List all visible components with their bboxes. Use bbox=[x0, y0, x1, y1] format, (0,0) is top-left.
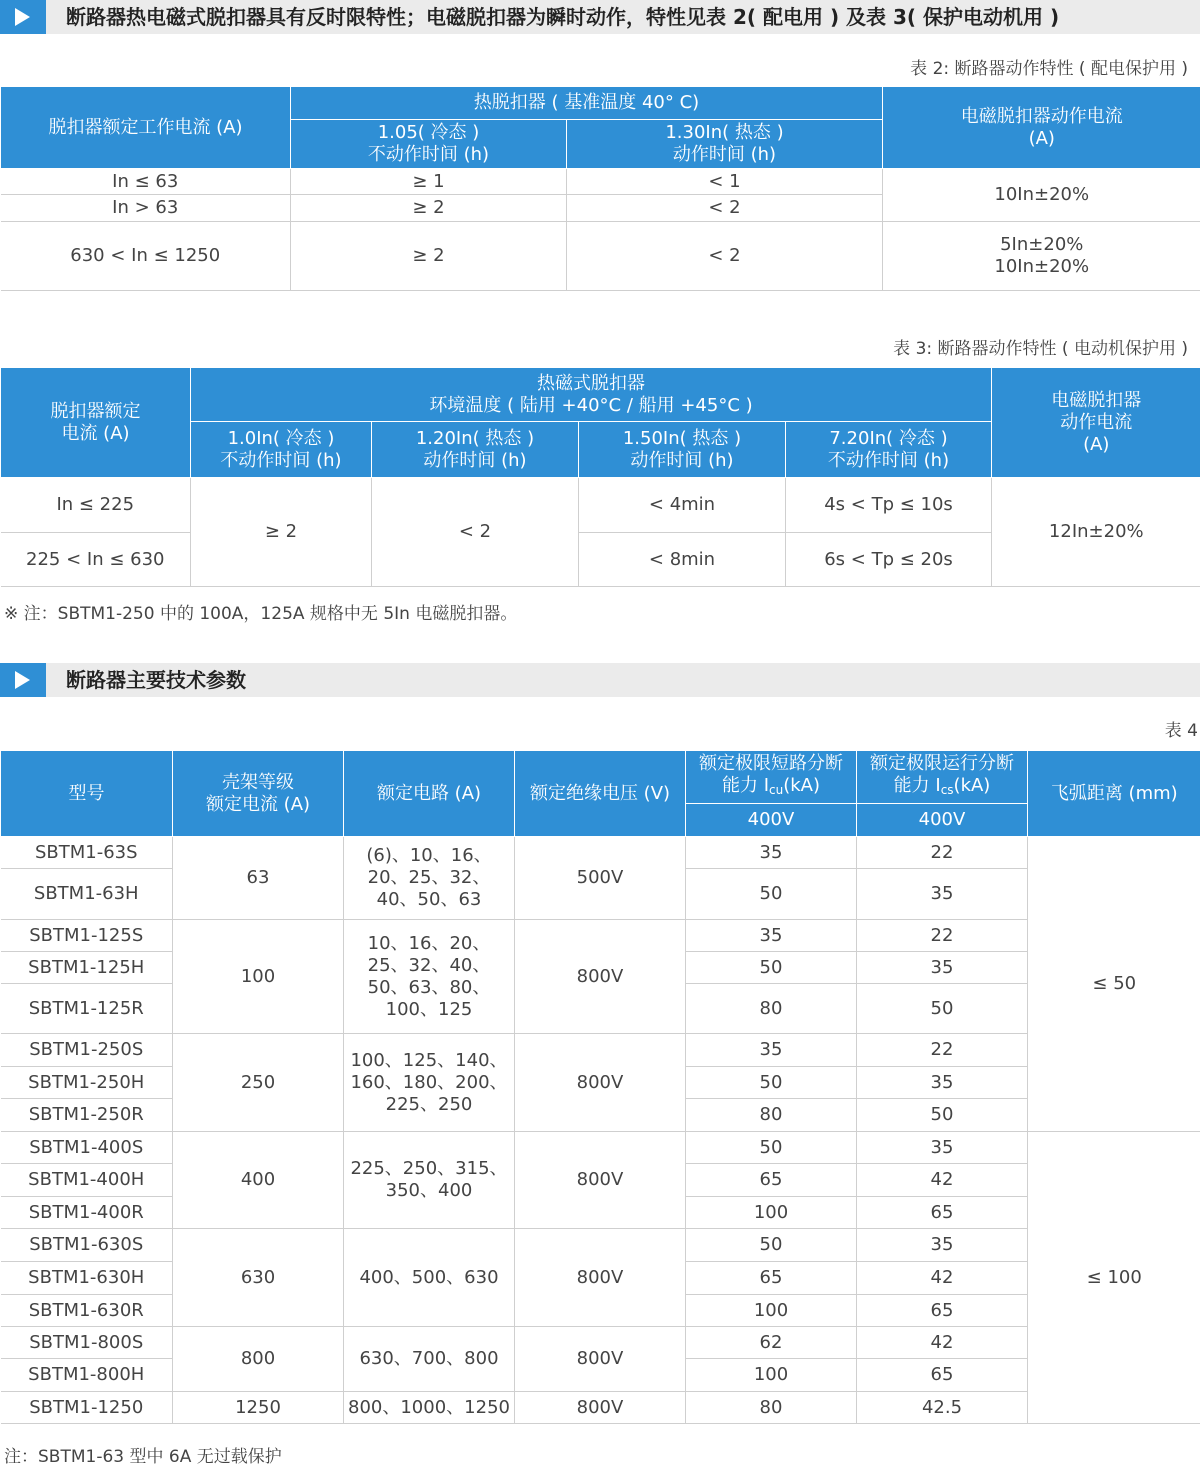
t4-model-cell: SBTM1-125R bbox=[1, 984, 173, 1034]
section-header-technical-params bbox=[0, 663, 1200, 697]
t4-rated-current-line: 225、250、315、 bbox=[344, 1158, 514, 1180]
t3-c4-cell: 4s < Tp ≤ 10s bbox=[786, 478, 992, 533]
t4-rated-current-line: 225、250 bbox=[344, 1094, 514, 1116]
t3-header-c2: 1.20In( 热态 ) 动作时间 (h) bbox=[372, 422, 579, 478]
t4-ics-cell: 35 bbox=[857, 1229, 1028, 1262]
t4-icu-cell: 50 bbox=[686, 952, 857, 984]
t4-ics-cell: 22 bbox=[857, 920, 1028, 952]
t4-ics-cell: 22 bbox=[857, 837, 1028, 869]
t4-model-cell: SBTM1-125S bbox=[1, 920, 173, 952]
t4-frame-cell: 400 bbox=[173, 1132, 344, 1229]
t4-header-frame: 壳架等级 额定电流 (A) bbox=[173, 751, 344, 837]
table-row bbox=[1, 1229, 1200, 1262]
t2-hot-cell: < 1 bbox=[567, 169, 883, 195]
t4-rated-current-cell bbox=[344, 1392, 515, 1424]
t3-c4-cell: 6s < Tp ≤ 20s bbox=[786, 533, 992, 587]
t4-insulation-voltage-cell: 500V bbox=[515, 837, 686, 920]
t4-frame-cell: 1250 bbox=[173, 1392, 344, 1424]
t3-header-c4: 7.20In( 冷态 ) 不动作时间 (h) bbox=[786, 422, 992, 478]
table-row bbox=[1, 1327, 1200, 1359]
t4-icu-cell: 80 bbox=[686, 1392, 857, 1424]
t4-rated-current-cell bbox=[344, 1034, 515, 1132]
t3-header-c3: 1.50In( 热态 ) 动作时间 (h) bbox=[579, 422, 786, 478]
t4-icu-cell: 35 bbox=[686, 837, 857, 869]
t4-icu-cell: 80 bbox=[686, 984, 857, 1034]
t4-ics-cell: 35 bbox=[857, 869, 1028, 920]
table4 bbox=[0, 750, 1200, 1424]
t4-arc-distance-cell: ≤ 100 bbox=[1028, 1132, 1200, 1424]
t3-magnetic-cell: 12In±20% bbox=[992, 478, 1200, 587]
t4-model-cell: SBTM1-800S bbox=[1, 1327, 173, 1359]
t2-cold-cell: ≥ 2 bbox=[291, 195, 567, 222]
t4-icu-cell: 35 bbox=[686, 920, 857, 952]
t4-insulation-voltage-cell: 800V bbox=[515, 1132, 686, 1229]
t4-ics-cell: 42.5 bbox=[857, 1392, 1028, 1424]
t4-header-rated-current: 额定电路 (A) bbox=[344, 751, 515, 837]
t2-header-thermal: 热脱扣器 ( 基准温度 40° C) bbox=[291, 87, 883, 120]
t4-model-cell: SBTM1-125H bbox=[1, 952, 173, 984]
t3-header-rated: 脱扣器额定 电流 (A) bbox=[1, 368, 191, 478]
table-row bbox=[1, 1034, 1200, 1067]
t4-model-cell: SBTM1-630H bbox=[1, 1262, 173, 1295]
t4-insulation-voltage-cell: 800V bbox=[515, 1229, 686, 1327]
t4-frame-cell: 630 bbox=[173, 1229, 344, 1327]
t4-model-cell: SBTM1-1250 bbox=[1, 1392, 173, 1424]
t4-arc-distance-cell: ≤ 50 bbox=[1028, 837, 1200, 1132]
t4-icu-cell: 80 bbox=[686, 1099, 857, 1132]
t2-cold-cell: ≥ 1 bbox=[291, 169, 567, 195]
t2-rated-cell: In > 63 bbox=[1, 195, 291, 222]
t4-header-insulation-voltage: 额定绝缘电压 (V) bbox=[515, 751, 686, 837]
t4-model-cell: SBTM1-250R bbox=[1, 1099, 173, 1132]
t4-frame-cell: 800 bbox=[173, 1327, 344, 1392]
t4-frame-cell: 63 bbox=[173, 837, 344, 920]
t4-rated-current-cell bbox=[344, 1132, 515, 1229]
table3-caption: 表 3: 断路器动作特性 ( 电动机保护用 ) bbox=[893, 334, 1188, 359]
section-title: 断路器主要技术参数 bbox=[66, 663, 246, 697]
t4-rated-current-cell bbox=[344, 1327, 515, 1392]
t2-magnetic-cell: 5In±20% 10In±20% bbox=[883, 222, 1200, 291]
t4-icu-cell: 65 bbox=[686, 1164, 857, 1197]
t4-rated-current-line: 40、50、63 bbox=[344, 889, 514, 911]
t4-icu-cell: 35 bbox=[686, 1034, 857, 1067]
t4-model-cell: SBTM1-250H bbox=[1, 1067, 173, 1099]
t3-header-magnetic: 电磁脱扣器 动作电流 (A) bbox=[992, 368, 1200, 478]
t2-header-rated: 脱扣器额定工作电流 (A) bbox=[1, 87, 291, 169]
table-row bbox=[1, 837, 1200, 869]
t4-rated-current-cell bbox=[344, 920, 515, 1034]
t4-rated-current-line: 800、1000、1250 bbox=[344, 1397, 514, 1419]
t3-header-c1: 1.0In( 冷态 ) 不动作时间 (h) bbox=[191, 422, 372, 478]
t4-frame-cell: 250 bbox=[173, 1034, 344, 1132]
t4-header-icu: 额定极限短路分断 能力 $I_{cu}(kA)$ bbox=[686, 751, 857, 804]
t4-icu-cell: 100 bbox=[686, 1359, 857, 1392]
t4-rated-current-line: 160、180、200、 bbox=[344, 1072, 514, 1094]
t4-rated-current-line: 50、63、80、 bbox=[344, 977, 514, 999]
table-row bbox=[1, 920, 1200, 952]
t3-rated-cell: In ≤ 225 bbox=[1, 478, 191, 533]
t2-magnetic-cell: 10In±20% bbox=[883, 169, 1200, 222]
t4-model-cell: SBTM1-250S bbox=[1, 1034, 173, 1067]
t4-ics-cell: 35 bbox=[857, 952, 1028, 984]
t4-model-cell: SBTM1-400H bbox=[1, 1164, 173, 1197]
t4-rated-current-line: 630、700、800 bbox=[344, 1348, 514, 1370]
t4-insulation-voltage-cell: 800V bbox=[515, 920, 686, 1034]
t4-ics-cell: 50 bbox=[857, 1099, 1028, 1132]
t4-icu-cell: 50 bbox=[686, 1132, 857, 1164]
t4-rated-current-line: 100、125 bbox=[344, 999, 514, 1021]
t4-ics-cell: 65 bbox=[857, 1197, 1028, 1229]
t2-header-magnetic: 电磁脱扣器动作电流 (A) bbox=[883, 87, 1200, 169]
t4-ics-cell: 50 bbox=[857, 984, 1028, 1034]
table4-note: 注：SBTM1-63 型中 6A 无过载保护 bbox=[4, 1442, 282, 1467]
t4-header-ics: 额定极限运行分断 能力 $I_{cs}(kA)$ bbox=[857, 751, 1028, 804]
t4-model-cell: SBTM1-400S bbox=[1, 1132, 173, 1164]
t4-header-icu-voltage: 400V bbox=[686, 804, 857, 837]
section-header-trip-characteristics bbox=[0, 0, 1200, 34]
t4-rated-current-line: 10、16、20、 bbox=[344, 933, 514, 955]
t3-c3-cell: < 4min bbox=[579, 478, 786, 533]
table3-note: ※ 注：SBTM1-250 中的 100A，125A 规格中无 5In 电磁脱扣器。 bbox=[4, 599, 517, 624]
t4-ics-cell: 35 bbox=[857, 1132, 1028, 1164]
table2-caption: 表 2: 断路器动作特性 ( 配电保护用 ) bbox=[910, 54, 1188, 79]
t4-model-cell: SBTM1-63H bbox=[1, 869, 173, 920]
t4-ics-cell: 42 bbox=[857, 1262, 1028, 1295]
t4-insulation-voltage-cell: 800V bbox=[515, 1034, 686, 1132]
t4-ics-cell: 42 bbox=[857, 1164, 1028, 1197]
table-row bbox=[1, 1392, 1200, 1424]
t4-ics-cell: 42 bbox=[857, 1327, 1028, 1359]
play-arrow-icon bbox=[0, 0, 46, 34]
t4-rated-current-line: 350、400 bbox=[344, 1180, 514, 1202]
t4-icu-cell: 50 bbox=[686, 1229, 857, 1262]
t2-cold-cell: ≥ 2 bbox=[291, 222, 567, 291]
t4-model-cell: SBTM1-630R bbox=[1, 1295, 173, 1327]
t4-rated-current-cell bbox=[344, 1229, 515, 1327]
t4-model-cell: SBTM1-63S bbox=[1, 837, 173, 869]
t4-rated-current-line: 400、500、630 bbox=[344, 1267, 514, 1289]
t4-rated-current-line: 20、25、32、 bbox=[344, 867, 514, 889]
t4-insulation-voltage-cell: 800V bbox=[515, 1327, 686, 1392]
play-arrow-icon bbox=[0, 663, 46, 697]
t3-rated-cell: 225 < In ≤ 630 bbox=[1, 533, 191, 587]
t4-icu-cell: 50 bbox=[686, 869, 857, 920]
t4-rated-current-line: 25、32、40、 bbox=[344, 955, 514, 977]
t3-c3-cell: < 8min bbox=[579, 533, 786, 587]
table-row bbox=[1, 478, 1200, 533]
t4-model-cell: SBTM1-630S bbox=[1, 1229, 173, 1262]
t2-rated-cell: 630 < In ≤ 1250 bbox=[1, 222, 291, 291]
t4-header-model: 型号 bbox=[1, 751, 173, 837]
t4-ics-cell: 22 bbox=[857, 1034, 1028, 1067]
t2-hot-cell: < 2 bbox=[567, 222, 883, 291]
t4-icu-cell: 100 bbox=[686, 1295, 857, 1327]
t4-frame-cell: 100 bbox=[173, 920, 344, 1034]
t3-header-thermal: 热磁式脱扣器 环境温度 ( 陆用 +40°C / 船用 +45°C ) bbox=[191, 368, 992, 422]
t4-ics-cell: 65 bbox=[857, 1295, 1028, 1327]
t3-c1-cell: ≥ 2 bbox=[191, 478, 372, 587]
t2-header-hot: 1.30In( 热态 ) 动作时间 (h) bbox=[567, 120, 883, 169]
t2-hot-cell: < 2 bbox=[567, 195, 883, 222]
section-title: 断路器热电磁式脱扣器具有反时限特性；电磁脱扣器为瞬时动作，特性见表 2( 配电用 ) 及表 3( 保护电动机用 ) bbox=[66, 0, 1059, 34]
t4-ics-cell: 35 bbox=[857, 1067, 1028, 1099]
t4-model-cell: SBTM1-400R bbox=[1, 1197, 173, 1229]
table-row bbox=[1, 169, 1200, 195]
table-row bbox=[1, 222, 1200, 291]
table2 bbox=[0, 86, 1200, 291]
t2-rated-cell: In ≤ 63 bbox=[1, 169, 291, 195]
t4-icu-cell: 62 bbox=[686, 1327, 857, 1359]
table3 bbox=[0, 367, 1200, 587]
table4-caption: 表 4 bbox=[1165, 716, 1198, 741]
t4-header-arc-distance: 飞弧距离 (mm) bbox=[1028, 751, 1200, 837]
t2-header-cold: 1.05( 冷态 ) 不动作时间 (h) bbox=[291, 120, 567, 169]
t4-icu-cell: 65 bbox=[686, 1262, 857, 1295]
t4-rated-current-line: 100、125、140、 bbox=[344, 1050, 514, 1072]
t4-icu-cell: 100 bbox=[686, 1197, 857, 1229]
t4-rated-current-cell bbox=[344, 837, 515, 920]
t4-insulation-voltage-cell: 800V bbox=[515, 1392, 686, 1424]
t4-header-ics-voltage: 400V bbox=[857, 804, 1028, 837]
t4-icu-cell: 50 bbox=[686, 1067, 857, 1099]
t3-c2-cell: < 2 bbox=[372, 478, 579, 587]
t4-model-cell: SBTM1-800H bbox=[1, 1359, 173, 1392]
table-row bbox=[1, 1132, 1200, 1164]
t4-ics-cell: 65 bbox=[857, 1359, 1028, 1392]
t4-rated-current-line: (6)、10、16、 bbox=[344, 845, 514, 867]
